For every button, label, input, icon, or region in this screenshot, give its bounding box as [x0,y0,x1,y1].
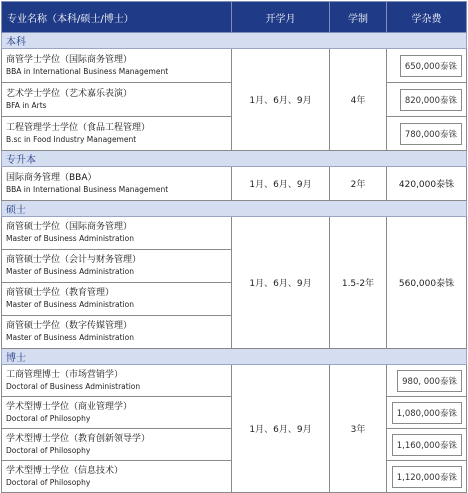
program-cell [2,250,232,283]
fee-value: 650,000泰铢 [400,55,462,77]
intake-cell: 1月、6月、9月 [232,217,330,349]
table-row [2,167,467,201]
intake-cell: 1月、6月、9月 [232,49,330,151]
program-name-zh: 工程管理学士学位（食品工程管理） [6,122,151,133]
section-title: 本科 [2,33,467,49]
fee-cell [387,397,467,429]
fee-cell [387,365,467,397]
program-name-zh: 工商管理博士（市场营销学） [6,369,124,380]
program-cell [2,283,232,316]
table-row [2,217,467,250]
duration-cell: 1.5-2年 [330,217,387,349]
fee-value: 1,120,000泰铢 [392,466,462,488]
program-name-en: Master of Business Administration [6,234,134,243]
fee-cell [387,461,467,493]
program-name-en: BFA in Arts [6,100,47,110]
fee-cell [387,49,467,83]
header-duration: 学制 [330,2,387,33]
fee-value: 1,160,000泰铢 [392,434,462,456]
program-name-en: B.sc in Food Industry Management [6,134,137,144]
program-cell [2,217,232,250]
fee-cell [387,117,467,151]
program-cell [2,429,232,461]
program-name-zh: 国际商务管理（BBA） [6,172,97,183]
program-cell [2,117,232,151]
table-row [2,49,467,83]
fee-cell [387,83,467,117]
header-program: 专业名称（本科/硕士/博士） [2,2,232,33]
duration-cell: 3年 [330,365,387,493]
fee-value: 1,080,000泰铢 [392,402,462,424]
program-cell [2,365,232,397]
intake-cell: 1月、6月、9月 [232,167,330,201]
header-fee: 学杂费 [387,2,467,33]
program-name-en: Doctoral of Philosophy [6,445,91,455]
program-name-zh: 商管硕士学位（数字传媒管理） [6,321,133,331]
program-name-zh: 商管硕士学位（国际商务管理） [6,222,133,232]
section-row-master [2,201,467,217]
section-title: 专升本 [2,151,467,167]
fee-cell: 560,000泰铢 [387,217,467,349]
fee-value: 980, 000泰铢 [397,370,462,392]
table-header-row [2,2,467,33]
program-name-en: Master of Business Administration [6,267,134,276]
program-cell [2,83,232,117]
duration-cell: 4年 [330,49,387,151]
program-cell [2,461,232,493]
program-name-en: BBA in International Business Management [6,66,169,76]
section-row-bachelor [2,33,467,49]
fee-value: 780,000泰铢 [400,123,462,145]
program-name-zh: 商管硕士学位（教育管理） [6,288,115,298]
program-name-en: Doctoral of Philosophy [6,413,91,423]
program-name-zh: 学术型博士学位（信息技术） [6,465,124,476]
program-name-zh: 学术型博士学位（教育创新领导学） [6,433,151,444]
program-name-en: Master of Business Administration [6,333,134,342]
program-fee-table [1,1,467,493]
program-name-en: Master of Business Administration [6,300,134,309]
duration-cell: 2年 [330,167,387,201]
program-name-zh: 学术型博士学位（商业管理学） [6,401,133,412]
fee-value: 820,000泰铢 [400,89,462,111]
header-intake: 开学月 [232,2,330,33]
program-cell [2,167,232,201]
program-name-zh: 商管硕士学位（会计与财务管理） [6,255,142,265]
program-name-zh: 艺术学士学位（艺术嘉乐表演） [6,88,133,99]
fee-cell [387,429,467,461]
program-name-en: Doctoral of Business Administration [6,381,141,391]
section-title: 硕士 [2,201,467,217]
program-cell [2,49,232,83]
program-cell [2,397,232,429]
section-row-doctor [2,349,467,365]
fee-cell: 420,000泰铢 [387,167,467,201]
program-cell [2,316,232,349]
table-row [2,365,467,397]
section-row-upgrade [2,151,467,167]
intake-cell: 1月、6月、9月 [232,365,330,493]
program-name-en: Doctoral of Philosophy [6,477,91,487]
program-name-en: BBA in International Business Management [6,184,169,194]
program-name-zh: 商管学士学位（国际商务管理） [6,54,133,65]
section-title: 博士 [2,349,467,365]
